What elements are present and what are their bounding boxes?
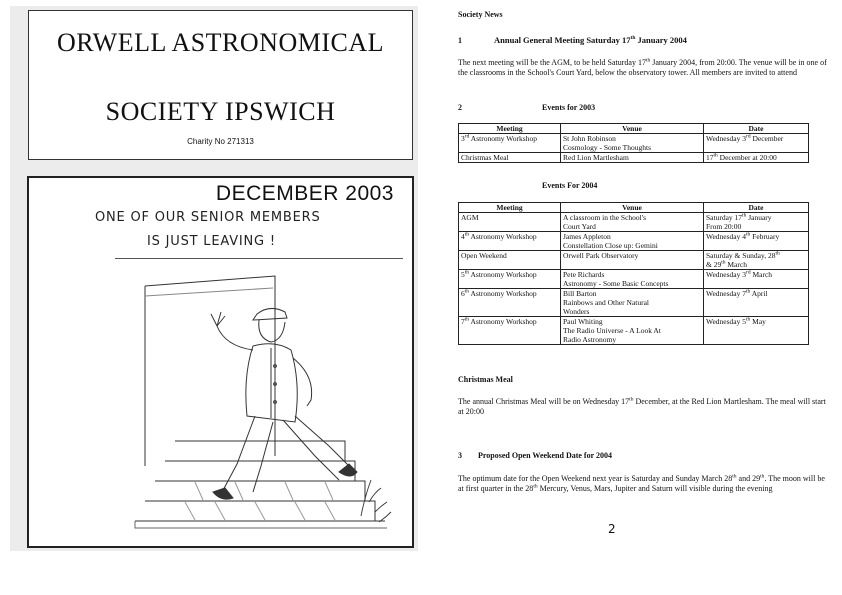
venue-cell: A classroom in the School's Court Yard [561,213,704,232]
meeting-cell: Open Weekend [459,251,561,270]
charity-number: Charity No 271313 [187,137,254,146]
date-cell: Wednesday 5th May [704,317,809,345]
section-3-body: The optimum date for the Open Weekend next year is Saturday and Sunday March 28th and 29th. The moon will be at first quarter in the 28th Mercury, Venus, Mars, Jupiter and Saturn will visible during the evening [458,473,825,493]
events-2004-row [459,317,809,345]
meeting-cell: 7th Astronomy Workshop [459,317,561,345]
date-cell: Wednesday 4th February [704,232,809,251]
christmas-meal-body: The annual Christmas Meal will be on Wednesday 17th December, at the Red Lion Martlesham. The meal will start at 20:00 [458,396,826,416]
events-2003-row [459,153,809,163]
events-2004-row [459,251,809,270]
meeting-cell: 4th Astronomy Workshop [459,232,561,251]
cover-title-line2: SOCIETY IPSWICH [105,97,336,126]
col-header-date: Date [704,203,809,213]
section-1-title [494,35,687,45]
date-cell: 17th December at 20:00 [704,153,809,163]
events-2003-table [458,123,809,163]
date-cell: Wednesday 3rd December [704,134,809,153]
issue-date: DECEMBER 2003 [215,182,394,205]
falling-man-sketch [125,266,405,538]
col-header-meeting: Meeting [459,203,561,213]
venue-cell: Red Lion Martlesham [561,153,704,163]
col-header-venue: Venue [561,203,704,213]
col-header-meeting: Meeting [459,124,561,134]
date-cell: Wednesday 7th April [704,289,809,317]
meeting-cell: 5th Astronomy Workshop [459,270,561,289]
cover-masthead [28,10,413,160]
cartoon-caption-line1: ONE OF OUR SENIOR MEMBERS [95,210,321,225]
section-3-title: Proposed Open Weekend Date for 2004 [478,451,613,460]
events-2004-row [459,289,809,317]
meeting-cell: Christmas Meal [459,153,561,163]
venue-cell: James Appleton Constellation Close up: Gemini [561,232,704,251]
col-header-date: Date [704,124,809,134]
section-1-number: 1 [458,36,462,45]
venue-cell: Paul Whiting The Radio Universe - A Look At Radio Astronomy [561,317,704,345]
section-2-number: 2 [458,103,462,112]
events-2004-table [458,202,809,345]
events-2004-row [459,213,809,232]
events-2004-title: Events For 2004 [542,181,598,190]
venue-cell: Pete Richards Astronomy - Some Basic Concepts [561,270,704,289]
venue-cell: Bill Barton Rainbows and Other Natural Wonders [561,289,704,317]
newsletter-cover [10,6,418,551]
section-3-number: 3 [458,451,462,460]
meeting-cell: 6th Astronomy Workshop [459,289,561,317]
date-cell: Saturday 17th January From 20:00 [704,213,809,232]
meeting-cell: 3rd Astronomy Workshop [459,134,561,153]
venue-cell: St John Robinson Cosmology - Some Thoughts [561,134,704,153]
meeting-cell: AGM [459,213,561,232]
date-cell: Wednesday 3rd March [704,270,809,289]
events-2004-row [459,232,809,251]
christmas-meal-heading: Christmas Meal [458,375,513,384]
section-1-title-text: Annual General Meeting Saturday 17th January 2004 [494,35,687,45]
col-header-venue: Venue [561,124,704,134]
page-number: 2 [608,522,616,536]
section-2-title: Events for 2003 [542,103,596,112]
society-news-heading: Society News [458,10,503,19]
society-news-page [458,0,838,595]
events-2003-row [459,134,809,153]
cover-title-line1: ORWELL ASTRONOMICAL [56,28,385,57]
venue-cell: Orwell Park Observatory [561,251,704,270]
section-1-body: The next meeting will be the AGM, to be held Saturday 17th January 2004, from 20:00. The venue will be in one of the classrooms in the School's Court Yard, below the observatory tower. All members are invited to attend [458,57,827,77]
events-2004-row [459,270,809,289]
caption-divider [115,258,403,259]
cover-illustration-panel [27,176,414,548]
cartoon-caption-line2: IS JUST LEAVING ! [147,234,276,249]
date-cell: Saturday & Sunday, 28th & 29th March [704,251,809,270]
